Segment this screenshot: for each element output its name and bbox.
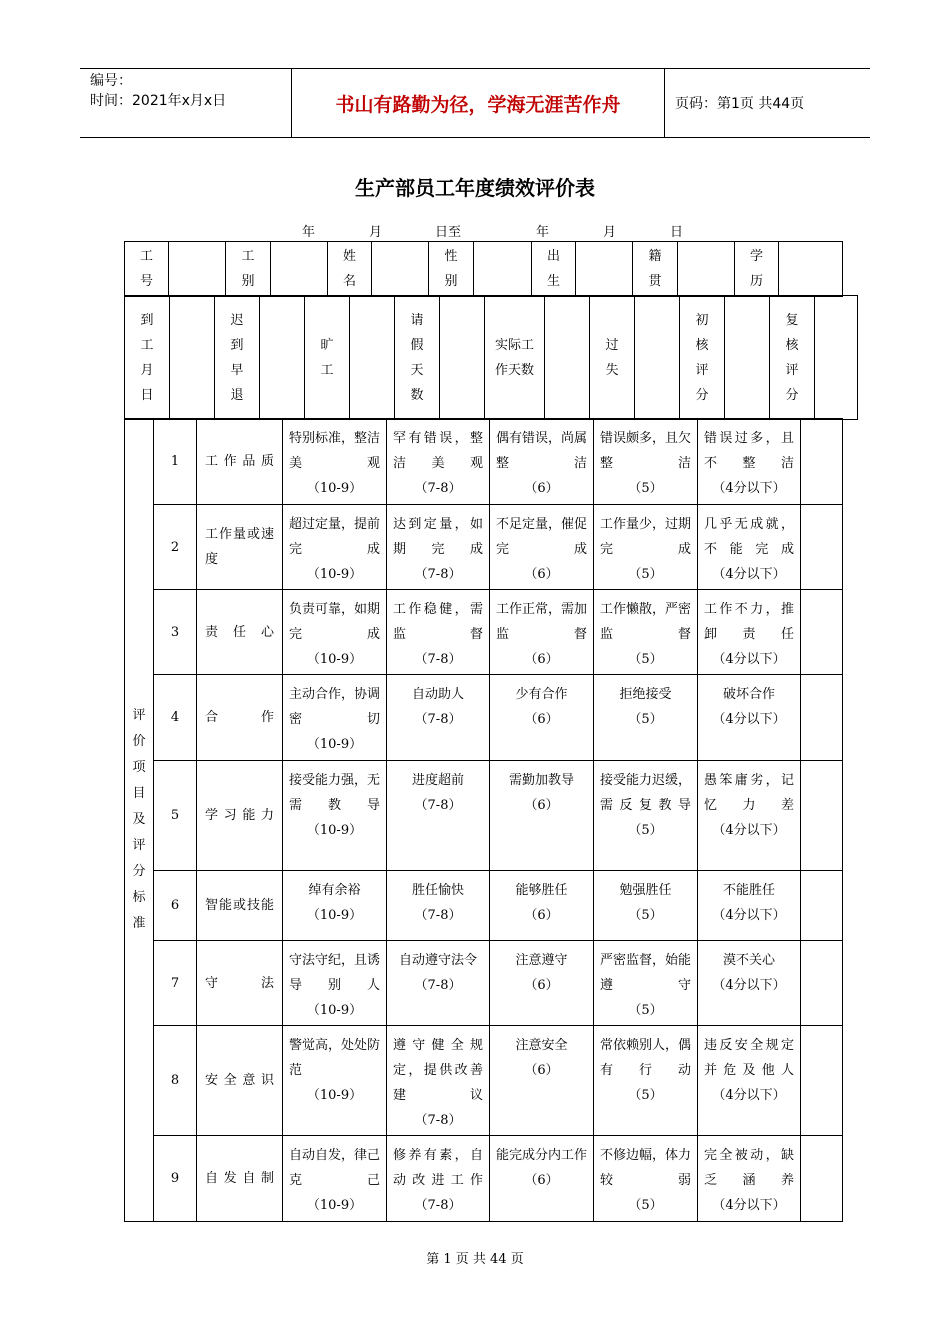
value-work-type[interactable] [271,242,328,297]
criteria-item: 合作 [197,675,283,761]
header-meta [80,69,292,137]
value-gender[interactable] [474,242,532,297]
criteria-level-4 [594,1026,698,1136]
level-score: （7-8） [414,567,462,582]
level-text: 胜任愉快 [411,883,464,898]
criteria-level-2 [387,761,490,871]
level-score: （10-9） [306,567,363,582]
level-score: （10-9） [306,823,363,838]
date-month-2: 月 [603,225,617,240]
value-initial-score[interactable] [725,296,770,420]
criteria-row [125,1026,843,1136]
criteria-level-4 [594,941,698,1026]
criteria-number: 5 [154,761,197,871]
label-initial-score: 初核评分 [680,296,725,420]
label-leave-days: 请假天数 [395,296,440,420]
level-score: （7-8） [414,908,462,923]
level-score: （6） [524,567,559,582]
level-text: 能完成分内工作 [496,1148,588,1163]
level-score: （10-9） [306,1198,363,1213]
level-score: （10-9） [306,481,363,496]
criteria-item: 学习能力 [197,761,283,871]
criteria-level-1 [283,590,387,675]
score-cell[interactable] [801,1136,843,1222]
criteria-row [125,941,843,1026]
level-score: （7-8） [414,1113,462,1128]
level-score: （7-8） [414,712,462,727]
score-cell[interactable] [801,590,843,675]
level-text: 工作正常，需加监督 [496,602,588,642]
level-score: （5） [628,652,663,667]
level-text: 主动合作，协调密切 [289,687,381,727]
level-text: 愚笨庸劣，记忆力差 [704,773,794,813]
level-score: （10-9） [306,1003,363,1018]
level-text: 自动助人 [411,687,464,702]
criteria-level-4 [594,1136,698,1222]
level-text: 偶有错误，尚属整洁 [496,431,588,471]
score-cell[interactable] [801,871,843,941]
date-month-1: 月 [369,225,383,240]
criteria-level-1 [283,941,387,1026]
level-score: （4分以下） [712,712,786,727]
value-late-early[interactable] [260,296,305,420]
criteria-level-5 [698,590,801,675]
criteria-level-1 [283,871,387,941]
level-score: （5） [628,823,663,838]
side-label: 评价项目及评分标准 [125,419,154,1222]
criteria-number: 2 [154,505,197,590]
criteria-level-1 [283,1026,387,1136]
label-fault: 过失 [590,296,635,420]
level-text: 注意遵守 [515,953,568,968]
label-work-type: 工别 [226,242,271,297]
level-score: （5） [628,1003,663,1018]
criteria-level-2 [387,941,490,1026]
label-birth: 出生 [532,242,576,297]
score-cell[interactable] [801,1026,843,1136]
value-leave-days[interactable] [440,296,485,420]
criteria-level-5 [698,675,801,761]
level-text: 自动自发，律己克己 [289,1148,381,1188]
document-header [80,68,870,138]
level-text: 绰有余裕 [308,883,361,898]
info-table [124,241,843,297]
level-score: （4分以下） [712,1198,786,1213]
level-score: （10-9） [306,652,363,667]
criteria-level-5 [698,1026,801,1136]
criteria-level-3 [490,590,594,675]
criteria-level-3 [490,871,594,941]
level-score: （6） [524,652,559,667]
criteria-number: 6 [154,871,197,941]
number-label: 编号： [90,73,132,89]
level-score: （10-9） [306,1088,363,1103]
label-education: 学历 [735,242,779,297]
label-name: 姓名 [328,242,372,297]
criteria-level-4 [594,419,698,505]
label-absent: 旷工 [305,296,350,420]
level-score: （7-8） [414,798,462,813]
level-text: 警觉高，处处防范 [289,1038,381,1078]
criteria-item: 工作品质 [197,419,283,505]
level-score: （10-9） [306,737,363,752]
level-text: 常依赖别人，偶有行动 [600,1038,692,1078]
value-review-score[interactable] [815,296,858,420]
criteria-row [125,1136,843,1222]
criteria-row [125,871,843,941]
label-gender: 性别 [429,242,474,297]
value-work-days[interactable] [170,296,215,420]
level-score: （7-8） [414,978,462,993]
label-late-early: 迟到早退 [215,296,260,420]
criteria-level-2 [387,871,490,941]
criteria-table [124,418,843,1222]
criteria-level-5 [698,761,801,871]
criteria-level-1 [283,675,387,761]
level-score: （5） [628,1198,663,1213]
criteria-level-2 [387,505,490,590]
level-text: 自动遵守法令 [398,953,477,968]
criteria-level-5 [698,505,801,590]
level-text: 拒绝接受 [619,687,672,702]
value-fault[interactable] [635,296,680,420]
level-text: 守法守纪，且诱导别人 [289,953,381,993]
level-score: （6） [524,798,559,813]
level-text: 超过定量，提前完成 [289,517,381,557]
criteria-item: 守法 [197,941,283,1026]
level-text: 工作不力，推卸责任 [704,602,794,642]
level-score: （6） [524,908,559,923]
level-text: 达到定量，如期完成 [393,517,483,557]
level-text: 不足定量，催促完成 [496,517,588,557]
criteria-row [125,505,843,590]
date-year-2: 年 [536,225,550,240]
criteria-item: 自发自制 [197,1136,283,1222]
label-origin: 籍贯 [633,242,678,297]
level-text: 错误过多，且不整洁 [704,431,794,471]
level-score: （5） [628,908,663,923]
level-score: （4分以下） [712,823,786,838]
score-cell[interactable] [801,675,843,761]
level-score: （7-8） [414,652,462,667]
value-absent[interactable] [350,296,395,420]
level-score: （4分以下） [712,908,786,923]
value-education[interactable] [779,242,843,297]
criteria-row [125,419,843,505]
level-score: （7-8） [414,481,462,496]
criteria-item: 安全意识 [197,1026,283,1136]
criteria-item: 工作量或速度 [197,505,283,590]
time-label: 时间：2021年x月x日 [90,93,227,109]
value-origin[interactable] [678,242,735,297]
criteria-level-3 [490,1026,594,1136]
criteria-number: 3 [154,590,197,675]
label-actual-days: 实际工作天数 [485,296,545,420]
attendance-table [124,295,858,420]
criteria-level-1 [283,1136,387,1222]
value-birth[interactable] [576,242,633,297]
criteria-number: 9 [154,1136,197,1222]
level-text: 不修边幅，体力较弱 [600,1148,692,1188]
date-day-to: 日至 [435,225,462,240]
level-text: 少有合作 [515,687,568,702]
criteria-number: 4 [154,675,197,761]
value-actual-days[interactable] [545,296,590,420]
criteria-level-4 [594,675,698,761]
level-score: （6） [524,978,559,993]
criteria-level-2 [387,675,490,761]
criteria-level-1 [283,505,387,590]
level-score: （5） [628,567,663,582]
criteria-level-4 [594,761,698,871]
level-text: 严密监督，始能遵守 [600,953,692,993]
criteria-level-3 [490,1136,594,1222]
level-text: 几乎无成就，不能完成 [704,517,794,557]
value-name[interactable] [372,242,429,297]
label-work-id: 工号 [125,242,169,297]
level-score: （4分以下） [712,481,786,496]
level-text: 勉强胜任 [619,883,672,898]
criteria-level-2 [387,1026,490,1136]
level-score: （6） [524,481,559,496]
level-text: 错误颇多，且欠整洁 [600,431,692,471]
criteria-level-3 [490,675,594,761]
criteria-level-5 [698,941,801,1026]
criteria-number: 8 [154,1026,197,1136]
label-work-days: 到工月日 [125,296,170,420]
criteria-row [125,675,843,761]
level-score: （5） [628,1088,663,1103]
criteria-number: 1 [154,419,197,505]
level-score: （6） [524,712,559,727]
level-text: 能够胜任 [515,883,568,898]
level-text: 需勤加教导 [508,773,574,788]
level-text: 不能胜任 [722,883,775,898]
level-text: 遵守健全规定，提供改善建议 [393,1038,483,1103]
motto: 书山有路勤为径，学海无涯苦作舟 [292,69,665,137]
level-text: 违反安全规定并危及他人 [704,1038,794,1078]
criteria-level-1 [283,761,387,871]
level-score: （6） [524,1063,559,1078]
level-text: 漠不关心 [722,953,775,968]
criteria-level-4 [594,505,698,590]
value-work-id[interactable] [169,242,226,297]
level-score: （6） [524,1173,559,1188]
level-text: 工作懒散，严密监督 [600,602,692,642]
criteria-item: 责任心 [197,590,283,675]
date-line [0,221,950,241]
criteria-item: 智能或技能 [197,871,283,941]
level-score: （4分以下） [712,567,786,582]
criteria-level-3 [490,505,594,590]
criteria-row [125,590,843,675]
criteria-level-4 [594,871,698,941]
level-score: （7-8） [414,1198,462,1213]
page-title: 生产部员工年度绩效评价表 [355,176,595,200]
label-review-score: 复核评分 [770,296,815,420]
criteria-level-5 [698,1136,801,1222]
criteria-level-3 [490,941,594,1026]
score-cell[interactable] [801,941,843,1026]
score-cell[interactable] [801,419,843,505]
level-score: （4分以下） [712,652,786,667]
criteria-level-4 [594,590,698,675]
level-score: （5） [628,481,663,496]
criteria-level-5 [698,871,801,941]
level-score: （5） [628,712,663,727]
level-score: （4分以下） [712,1088,786,1103]
level-text: 注意安全 [515,1038,568,1053]
level-text: 完全被动，缺乏涵养 [704,1148,794,1188]
criteria-level-5 [698,419,801,505]
level-text: 工作稳健，需监督 [393,602,483,642]
criteria-level-2 [387,1136,490,1222]
criteria-row [125,761,843,871]
level-score: （10-9） [306,908,363,923]
criteria-level-2 [387,590,490,675]
level-score: （4分以下） [712,978,786,993]
score-cell[interactable] [801,505,843,590]
level-text: 接受能力强，无需教导 [289,773,381,813]
page-info: 页码：第1页 共44页 [675,96,805,112]
level-text: 特别标准，整洁美观 [289,431,381,471]
page-footer: 第 1 页 共 44 页 [426,1252,524,1267]
level-text: 修养有素，自动改进工作 [393,1148,483,1188]
level-text: 负责可靠，如期完成 [289,602,381,642]
date-year-1: 年 [302,225,316,240]
level-text: 罕有错误，整洁美观 [393,431,483,471]
criteria-level-2 [387,419,490,505]
level-text: 接受能力迟缓，需反复教导 [600,773,692,813]
level-text: 进度超前 [411,773,464,788]
level-text: 工作量少，过期完成 [600,517,692,557]
criteria-level-1 [283,419,387,505]
criteria-level-3 [490,761,594,871]
level-text: 破坏合作 [722,687,775,702]
score-cell[interactable] [801,761,843,871]
criteria-level-3 [490,419,594,505]
date-day-2: 日 [670,225,684,240]
criteria-number: 7 [154,941,197,1026]
